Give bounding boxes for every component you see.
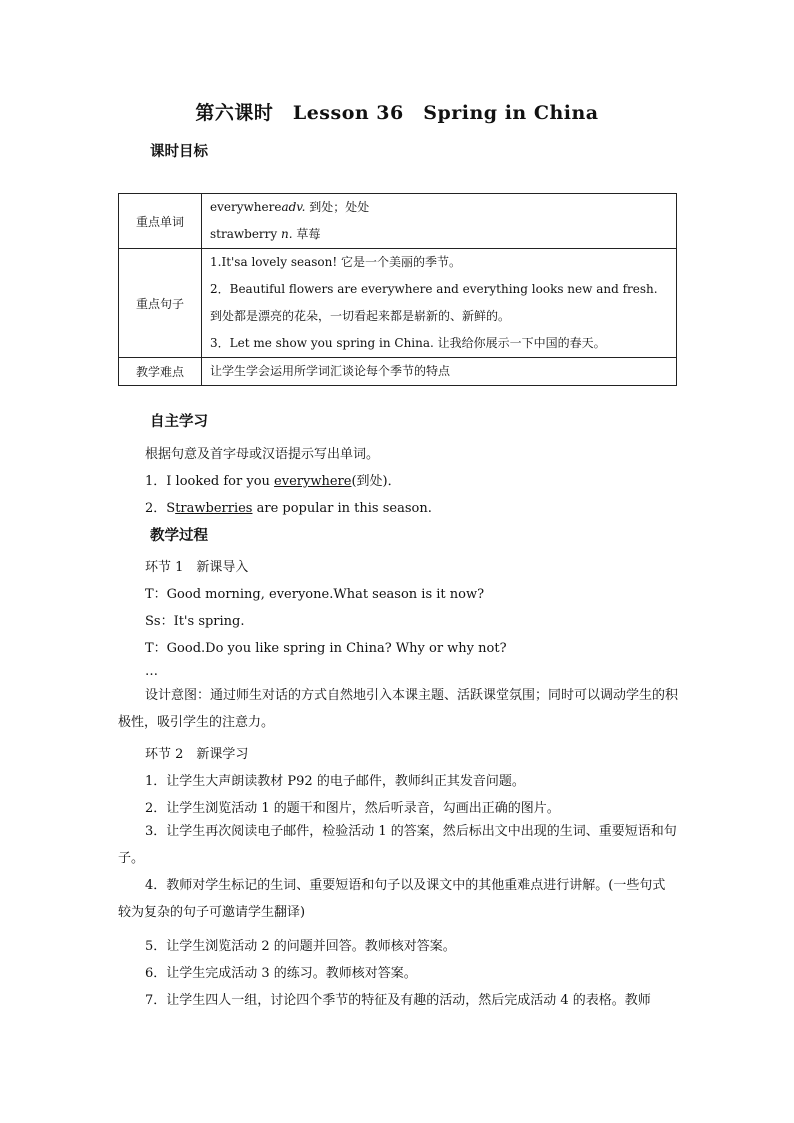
row-content — [202, 194, 677, 249]
process-item: 4．教师对学生标记的生词、重要短语和句子以及课文中的其他重难点进行讲解。(一些句式较为复杂的句子可邀请学生翻译) — [118, 878, 666, 920]
step-1-heading: 环节 1 新课导入 — [145, 560, 249, 575]
table-row — [119, 194, 677, 249]
dialog-line: T：Good morning, everyone.What season is it now? — [145, 587, 485, 602]
self-study-heading: 自主学习 — [150, 413, 208, 430]
table-row — [119, 249, 677, 358]
vocab-line: everywhereadv. 到处；处处 — [210, 200, 370, 214]
row-label: 教学难点 — [119, 358, 202, 386]
row-label: 重点句子 — [119, 249, 202, 358]
design-note: 设计意图：通过师生对话的方式自然地引入本课主题、活跃课堂氛围；同时可以调动学生的积极性，吸引学生的注意力。 — [118, 688, 679, 730]
process-item: 5．让学生浏览活动 2 的问题并回答。教师核对答案。 — [145, 939, 456, 954]
difficulty-line: 让学生学会运用所学词汇谈论每个季节的特点 — [210, 364, 451, 378]
sentence-line: 1.It'sa lovely season! 它是一个美丽的季节。 — [210, 255, 461, 269]
answer-blank: trawberries — [175, 501, 253, 516]
process-item: 3．让学生再次阅读电子邮件，检验活动 1 的答案，然后标出文中出现的生词、重要短语和句子。 — [118, 824, 677, 866]
step-2-heading: 环节 2 新课学习 — [145, 747, 249, 762]
question-2: 2．Strawberries are popular in this season. — [145, 501, 432, 516]
row-label: 重点单词 — [119, 194, 202, 249]
process-item: 7．让学生四人一组，讨论四个季节的特征及有趣的活动，然后完成活动 4 的表格。教师 — [145, 993, 651, 1008]
sentence-line: 2．Beautiful flowers are everywhere and everything looks new and fresh.到处都是漂亮的花朵，一切看起来都是崭新的、新鲜的。 — [210, 282, 658, 323]
process-item: 1．让学生大声朗读教材 P92 的电子邮件，教师纠正其发音问题。 — [145, 774, 525, 789]
row-content — [202, 358, 677, 386]
dialog-line: T：Good.Do you like spring in China? Why or why not? — [145, 641, 507, 656]
dialog-line: … — [145, 664, 158, 679]
process-heading: 教学过程 — [150, 527, 208, 544]
dialog-line: Ss：It's spring. — [145, 614, 245, 629]
page-title: 第六课时 Lesson 36 Spring in China — [195, 102, 599, 124]
row-content — [202, 249, 677, 358]
answer-blank: everywhere — [274, 474, 352, 489]
table-row — [119, 358, 677, 386]
question-1: 1．I looked for you everywhere(到处)． — [145, 474, 401, 489]
vocab-line: strawberry n. 草莓 — [210, 227, 321, 241]
sentence-line: 3．Let me show you spring in China. 让我给你展示一下中国的春天。 — [210, 336, 606, 350]
objectives-heading: 课时目标 — [150, 143, 208, 160]
process-item: 2．让学生浏览活动 1 的题干和图片，然后听录音，勾画出正确的图片。 — [145, 801, 560, 816]
process-item: 6．让学生完成活动 3 的练习。教师核对答案。 — [145, 966, 417, 981]
objectives-table — [118, 193, 677, 386]
self-study-instruction: 根据句意及首字母或汉语提示写出单词。 — [145, 447, 380, 462]
